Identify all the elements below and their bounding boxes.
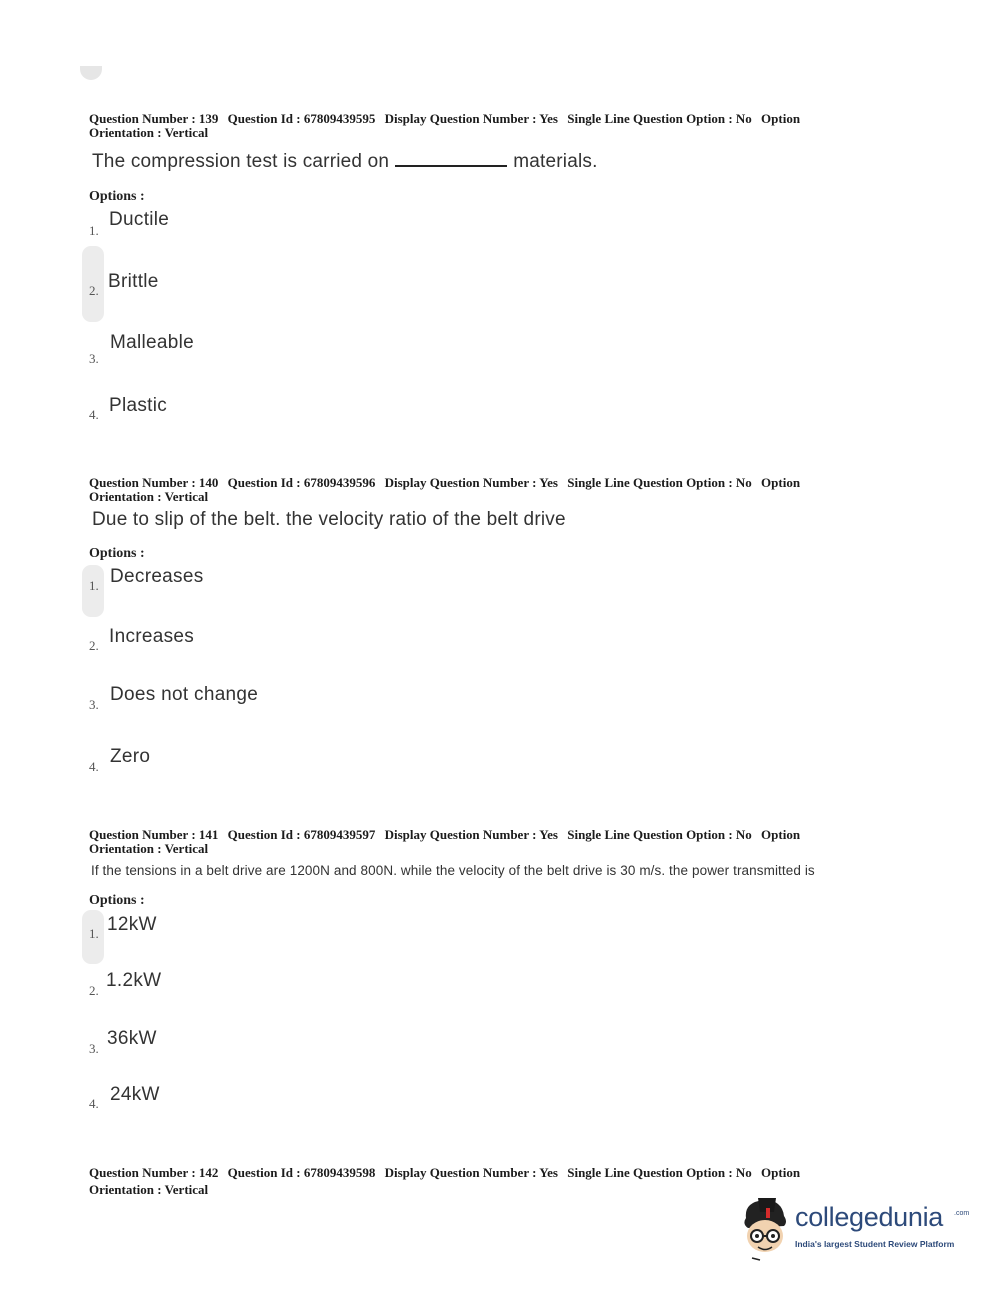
question-139-meta: Question Number : 139 Question Id : 67809439595 Display Question Number : Yes Single Line Question Option : No Option Orientation : Vertical (89, 111, 801, 140)
question-142-meta: Question Number : 142 Question Id : 67809439598 Display Question Number : Yes Single Line Question Option : No Option (89, 1165, 801, 1180)
option-number: 4. (89, 407, 99, 422)
answer-blank (395, 149, 507, 167)
page-top-mark (80, 66, 102, 80)
option-text[interactable]: Does not change (110, 684, 259, 705)
option-number: 2. (89, 983, 99, 998)
question-141-text: If the tensions in a belt drive are 1200N and 800N. while the velocity of the belt drive is 30 m/s. the power transmitted is (91, 863, 815, 878)
option-text[interactable]: Increases (109, 626, 195, 647)
option-text[interactable]: Decreases (110, 566, 204, 587)
question-139-text: The compression test is carried on materials. (92, 151, 598, 172)
logo-wordmark: collegedunia (795, 1202, 944, 1232)
option-text[interactable]: Malleable (110, 332, 195, 353)
option-number: 3. (89, 697, 99, 712)
option-number: 1. (89, 926, 99, 941)
option-text[interactable]: Plastic (109, 395, 168, 416)
question-140-meta: Question Number : 140 Question Id : 67809439596 Display Question Number : Yes Single Line Question Option : No Option Orientation : Vertical (89, 475, 801, 504)
option-number: 1. (89, 578, 99, 593)
options-label: Options : (89, 189, 145, 204)
option-text[interactable]: 1.2kW (106, 970, 162, 991)
option-number: 2. (89, 638, 99, 653)
option-number: 4. (89, 759, 99, 774)
option-text[interactable]: Zero (110, 746, 151, 767)
options-label: Options : (89, 546, 145, 561)
option-text[interactable]: 24kW (110, 1084, 160, 1105)
option-number: 4. (89, 1096, 99, 1111)
option-text[interactable]: Ductile (109, 209, 170, 230)
options-label: Options : (89, 893, 145, 908)
option-text[interactable]: Brittle (108, 271, 159, 292)
option-number: 3. (89, 1041, 99, 1056)
option-number: 2. (89, 283, 99, 298)
option-text[interactable]: 36kW (107, 1028, 157, 1049)
option-text[interactable]: 12kW (107, 914, 157, 935)
question-142-orientation-cut: Orientation : Vertical (89, 1182, 209, 1197)
question-140-text: Due to slip of the belt. the velocity ratio of the belt drive (92, 509, 566, 530)
question-141-meta: Question Number : 141 Question Id : 67809439597 Display Question Number : Yes Single Line Question Option : No Option Orientation : Vertical (89, 827, 801, 856)
logo-tagline: India's largest Student Review Platform (795, 1239, 955, 1249)
logo-domain: .com (954, 1210, 970, 1217)
collegedunia-logo (738, 1196, 968, 1262)
mascot-icon (738, 1196, 794, 1262)
option-number: 3. (89, 351, 99, 366)
option-number: 1. (89, 223, 99, 238)
